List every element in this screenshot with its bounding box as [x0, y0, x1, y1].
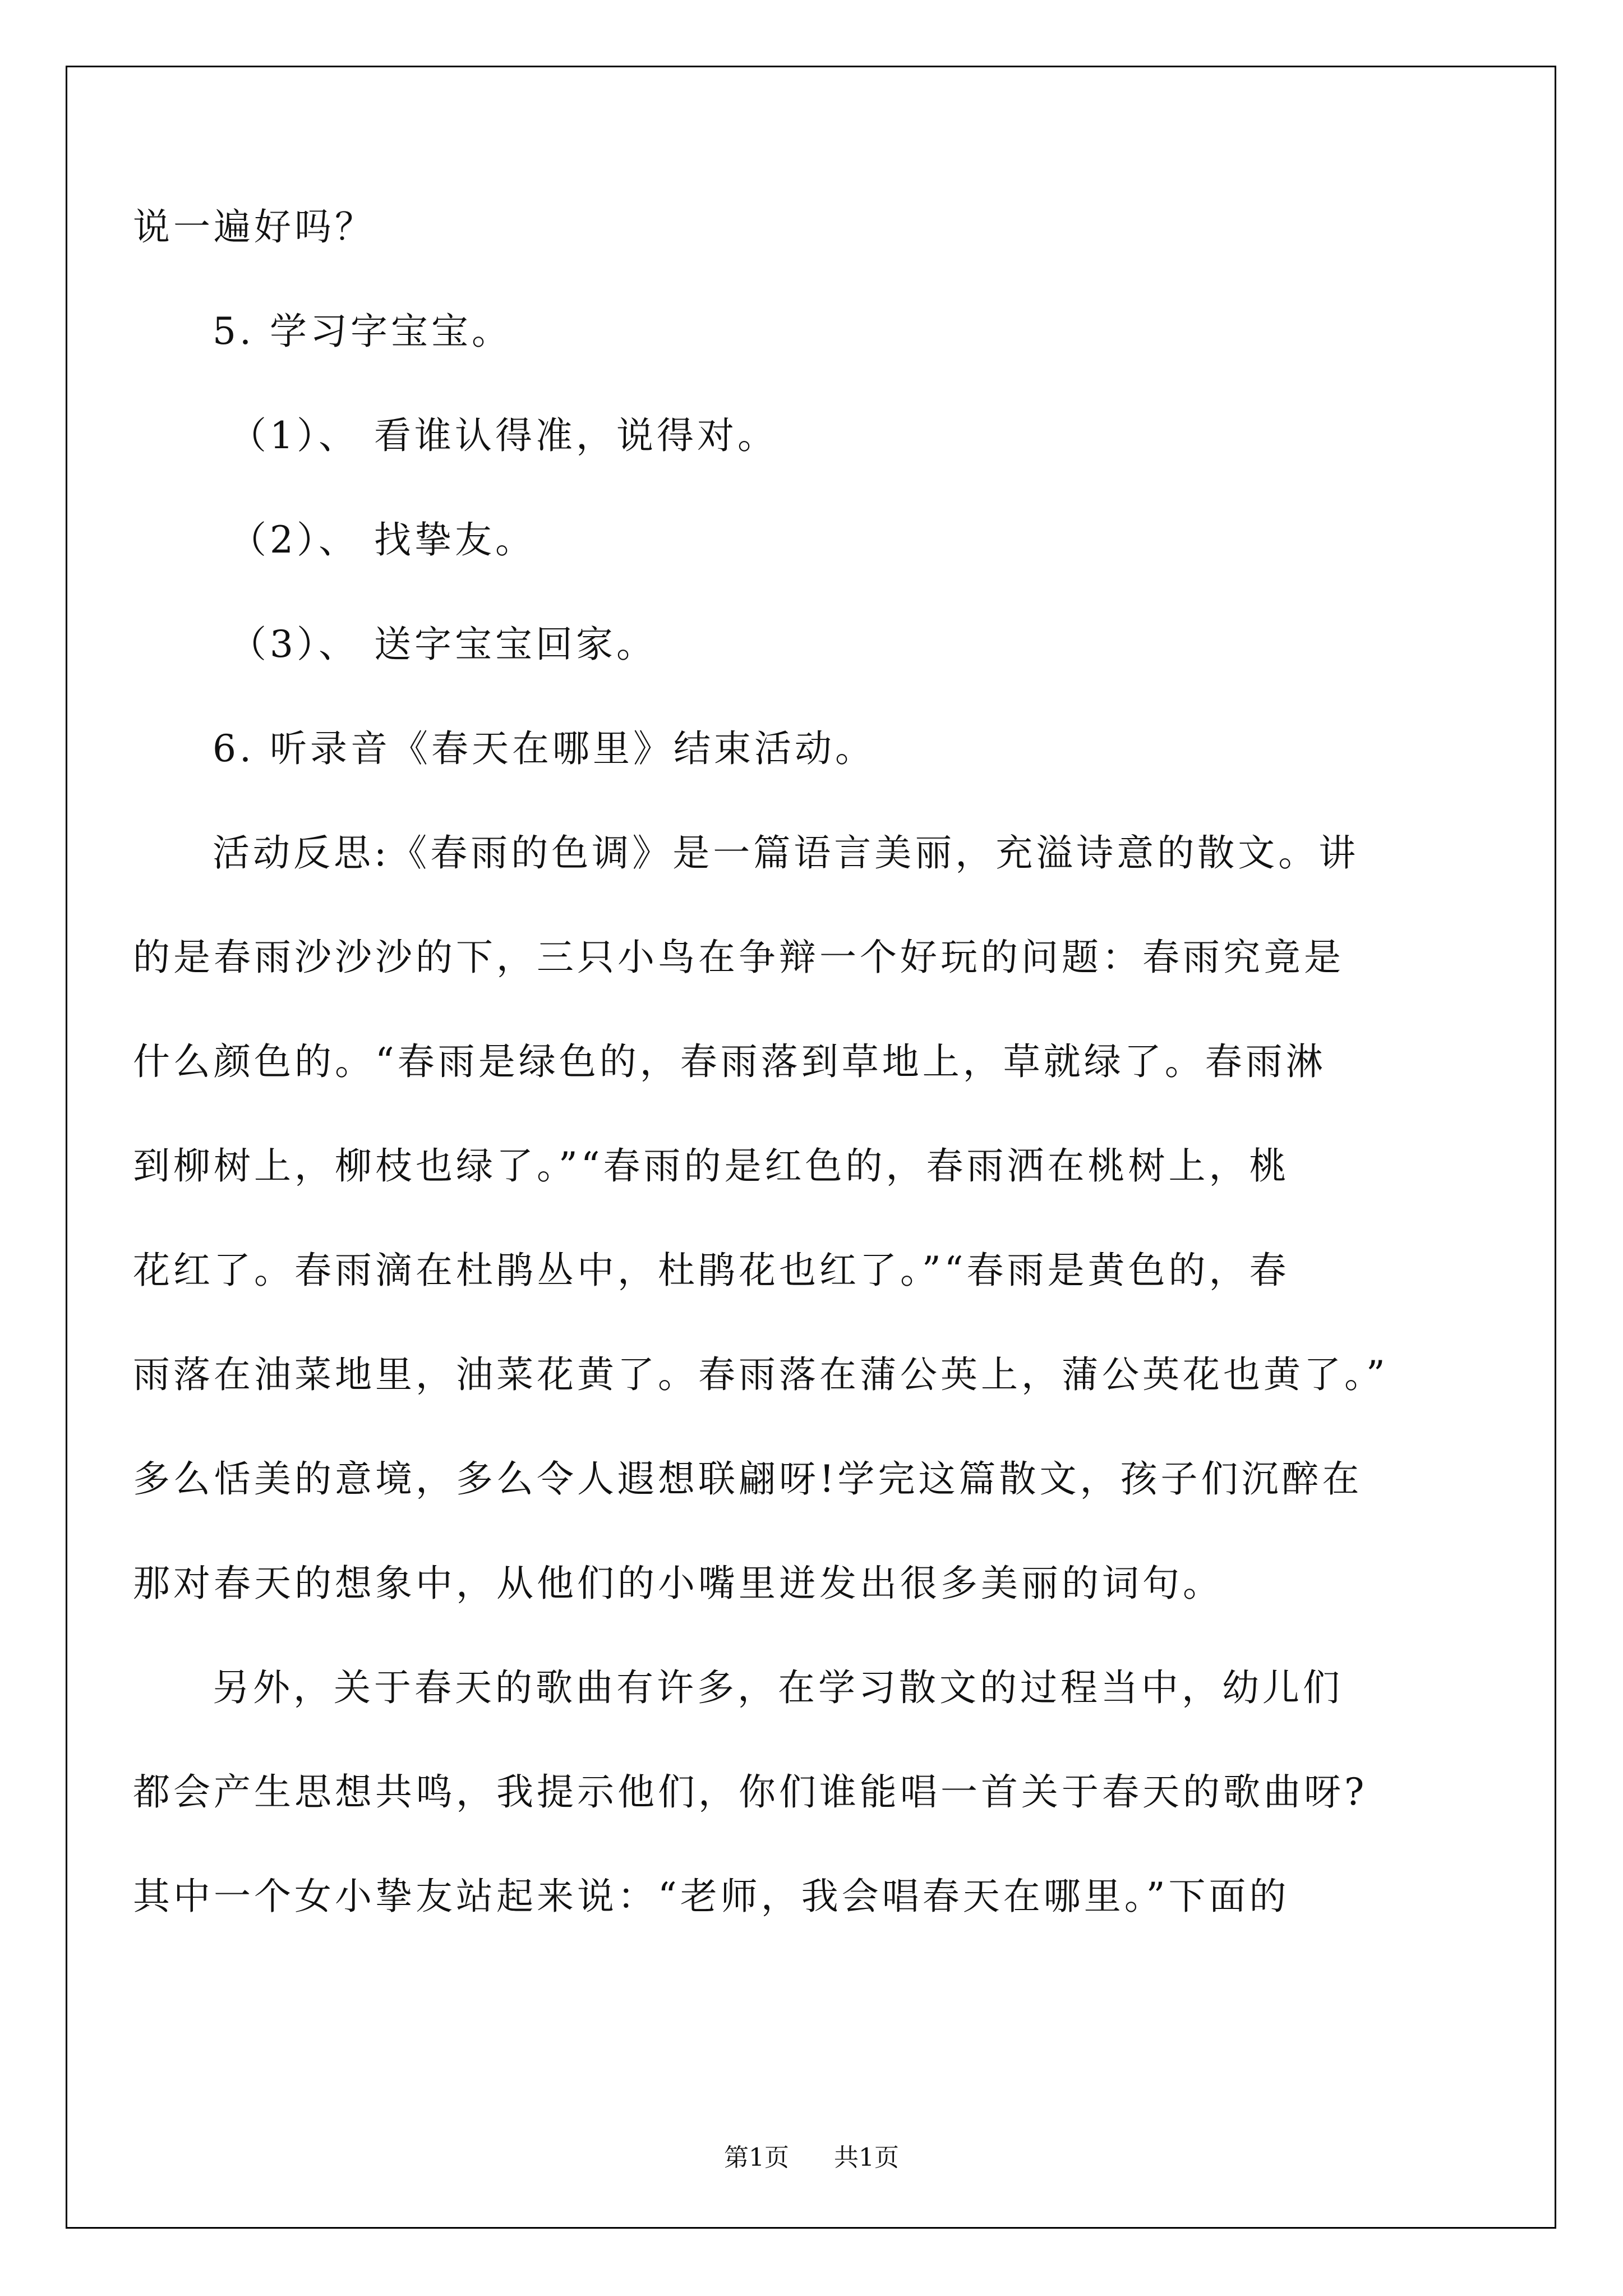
sub-list-item: （2）、 找挚友。 [229, 518, 536, 562]
paragraph-line: 的是春雨沙沙沙的下，三只小鸟在争辩一个好玩的问题：春雨究竟是 [133, 936, 1344, 979]
text-line: 说一遍好吗？ [133, 205, 375, 249]
page-footer [0, 2137, 1623, 2173]
sub-list-item: （3）、 送字宝宝回家。 [229, 623, 657, 666]
paragraph-line: 都会产生思想共鸣，我提示他们，你们谁能唱一首关于春天的歌曲呀? [133, 1770, 1368, 1814]
paragraph-line: 活动反思:《春雨的色调》是一篇语言美丽，充溢诗意的散文。讲 [213, 831, 1359, 875]
page-number: 第1页 [724, 2143, 789, 2172]
paragraph-line: 什么颜色的。“春雨是绿色的，春雨落到草地上，草就绿了。春雨淋 [133, 1040, 1326, 1083]
paragraph-line: 花红了。春雨滴在杜鹃丛中，杜鹃花也红了。”“春雨是黄色的，春 [133, 1249, 1290, 1292]
page-total: 共1页 [834, 2143, 899, 2172]
paragraph-line: 那对春天的想象中，从他们的小嘴里迸发出很多美丽的词句。 [133, 1562, 1223, 1605]
paragraph-line: 雨落在油菜地里，油菜花黄了。春雨落在蒲公英上，蒲公英花也黄了。” [133, 1353, 1389, 1396]
paragraph-line: 另外，关于春天的歌曲有许多，在学习散文的过程当中，幼儿们 [213, 1666, 1343, 1709]
paragraph-line: 到柳树上，柳枝也绿了。”“春雨的是红色的，春雨洒在桃树上，桃 [133, 1144, 1290, 1188]
paragraph-line: 其中一个女小挚友站起来说：“老师，我会唱春天在哪里。”下面的 [133, 1875, 1290, 1918]
sub-list-item: （1）、 看谁认得准，说得对。 [229, 414, 778, 457]
list-item-heading: 6. 听录音《春天在哪里》结束活动。 [213, 727, 875, 770]
paragraph-line: 多么恬美的意境，多么令人遐想联翩呀!学完这篇散文，孩子们沉醉在 [133, 1457, 1363, 1501]
list-item-heading: 5. 学习字宝宝。 [213, 310, 512, 353]
